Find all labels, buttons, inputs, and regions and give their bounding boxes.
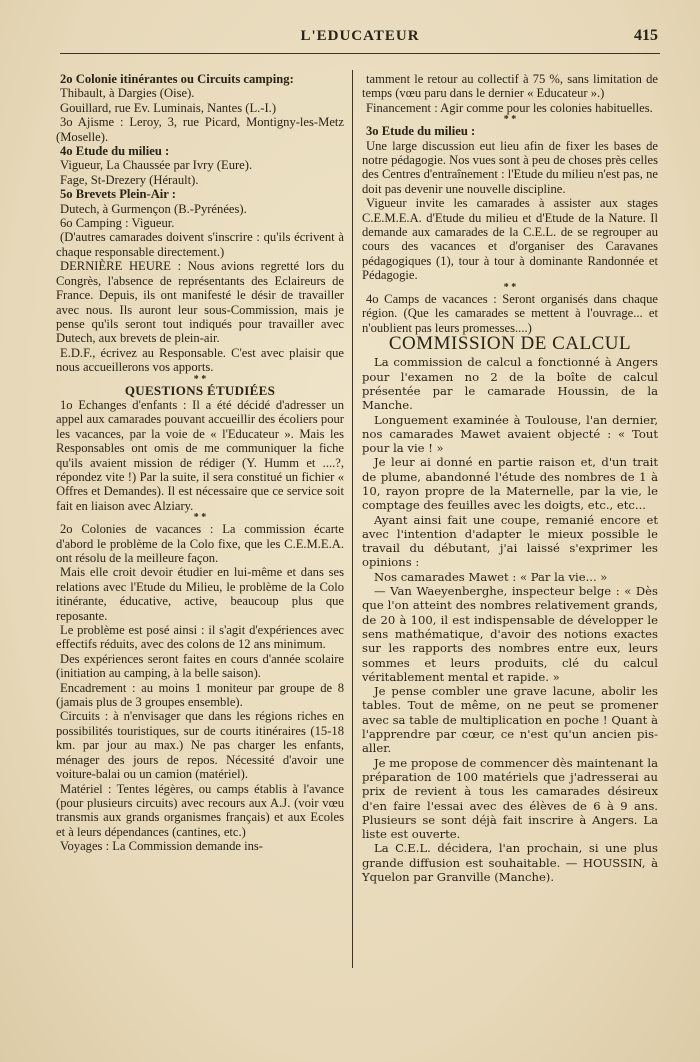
paragraph: La commission de calcul a fonctionné à Angers pour l'examen no 2 de la boîte de calcul présentée par le camarade Houssin, de la Manche. xyxy=(362,355,658,413)
paragraph: Encadrement : au moins 1 moniteur par groupe de 8 (jamais plus de 3 groupes ensemble). xyxy=(56,680,344,710)
paragraph: Voyages : La Commission demande ins- xyxy=(60,839,263,854)
paragraph: Vigueur invite les camarades à assister aux stages C.E.M.E.A. d'Etude du milieu et d'Etude de la Nature. Il demande aux camarades de la C.E.L. de se regrouper au cours des vacances et d'organiser des Caravanes pédagogiques (1), tour à tour à dominante Randonnée et Pédagogie. xyxy=(362,196,658,283)
subheading: 2o Colonie itinérantes ou Circuits camping: xyxy=(60,72,294,86)
header-rule xyxy=(60,53,660,54)
paragraph: Matériel : Tentes légères, ou camps établis à l'avance (pour plusieurs circuits) avec recours aux A.J. (voir vœu transmis aux grands organismes français) et aux Ecoles et à leurs dépendances (cantines, etc.) xyxy=(56,781,344,839)
paragraph: 6o Camping : Vigueur. xyxy=(60,216,175,231)
paragraph: La C.E.L. décidera, l'an prochain, si une plus grande diffusion est souhaitable. — HOUSSIN, à Yquelon par Granville (Manche). xyxy=(362,841,658,884)
paragraph: Thibault, à Dargies (Oise). xyxy=(60,86,195,101)
article-title: COMMISSION DE CALCUL xyxy=(388,332,632,354)
section-separator: * * xyxy=(193,512,207,524)
paragraph: Financement : Agir comme pour les colonies habituelles. xyxy=(366,100,653,115)
paragraph: DERNIÈRE HEURE : Nous avions regretté lors du Congrès, l'absence de représentants des Eclaireurs de France. Depuis, ils ont manifesté le désir de travailler avec nous. Ils auront leur sous-Commission, mais je pense qu'ils seront tout indiqués pour travailler avec Dutech, aux brevets de plein-air. xyxy=(56,259,344,346)
paragraph: (D'autres camarades doivent s'inscrire : qu'ils écrivent à chaque responsable directement.) xyxy=(56,230,344,259)
paragraph: Fage, St-Drezery (Hérault). xyxy=(60,172,199,187)
paragraph: Je me propose de commencer dès maintenant la préparation de 100 matériels que j'adresserai au prix de revient à tous les camarades désireux d'en faire l'essai avec des élèves de 6 à 9 ans. Plusieurs se sont déjà fait inscrire à Angers. La liste est ouverte. xyxy=(362,755,658,842)
paragraph: Ayant ainsi fait une coupe, remanié encore et avec l'intention d'adapter le mieux possible le travail du débutant, j'ai laissé s'exprimer les opinions : xyxy=(362,512,658,570)
paragraph: tamment le retour au collectif à 75 %, sans limitation de temps (vœu paru dans le dernier « Educateur ».) xyxy=(362,72,658,101)
section-separator: * * xyxy=(503,281,517,293)
subheading: 5o Brevets Plein-Air : xyxy=(60,187,177,202)
paragraph: Le problème est posé ainsi : il s'agit d'expériences avec effectifs réduits, avec des colons de 12 ans minimum. xyxy=(56,623,344,652)
paragraph: 2o Colonies de vacances : La commission écarte d'abord le problème de la Colo fixe, que les C.E.M.E.A. ont résolu de la meilleure façon. xyxy=(56,522,344,565)
paragraph: Gouillard, rue Ev. Luminais, Nantes (L.-I.) xyxy=(60,100,277,115)
column-divider xyxy=(352,70,353,968)
subheading: 4o Etude du milieu : xyxy=(60,144,170,159)
paragraph: 3o Ajisme : Leroy, 3, rue Picard, Montigny-les-Metz (Moselle). xyxy=(56,115,344,144)
paragraph: — Van Waeyenberghe, inspecteur belge : « Dès que l'on atteint des nombres relativement grands, de 20 à 100, il est indispensable de développer le sens mathématique, d'avoir des notions exactes sur les rapports des nombres entre eux, leurs sommes et leurs produits, clé du calcul véritablement mental et rapide. » xyxy=(362,584,658,684)
paragraph: Des expériences seront faites en cours d'année scolaire (initiation au camping, à la belle saison). xyxy=(56,651,344,681)
paragraph: Circuits : à n'envisager que dans les régions riches en possibilités touristiques, sur de courts itinéraires (15-18 km. par jour au max.) Ne pas charger les enfants, ménager des jours de repos. Nécessité d'avoir une voiture-balai ou un camion (matériel). xyxy=(56,709,344,782)
paragraph: 4o Camps de vacances : Seront organisés dans chaque région. (Que les camarades se mettent à l'ouvrage... et n'oublient pas leurs promesses....) xyxy=(362,291,658,335)
paragraph: Je leur ai donné en partie raison et, d'un trait de plume, abandonné l'étude des nombres de 1 à 10, rayon propre de la Maternelle, par la vie, le comptage des feuilles avec les doigts, etc., etc... xyxy=(362,455,658,513)
paragraph: Dutech, à Gurmençon (B.-Pyrénées). xyxy=(60,201,247,216)
section-separator: * * xyxy=(193,373,207,385)
paragraph: Vigueur, La Chaussée par Ivry (Eure). xyxy=(60,158,253,173)
paragraph: Mais elle croit devoir étudier en lui-même et dans ses relations avec l'Etude du Milieu, le problème de la Colo itinérante, éducative, active, beaucoup plus que reposante. xyxy=(56,565,344,623)
section-heading: QUESTIONS ÉTUDIÉES xyxy=(124,382,276,398)
page-header xyxy=(60,28,660,50)
right-column xyxy=(362,72,658,884)
paragraph: E.D.F., écrivez au Responsable. C'est avec plaisir que nous accueillerons vos apports. xyxy=(56,345,344,375)
journal-title: L'EDUCATEUR xyxy=(300,28,420,44)
paragraph: Longuement examinée à Toulouse, l'an dernier, nos camarades Mawet avaient objecté : « Tout pour la vie ! » xyxy=(362,412,658,456)
paragraph: Nos camarades Mawet : « Par la vie... » xyxy=(374,569,608,584)
paragraph: Une large discussion eut lieu afin de fixer les bases de notre pédagogie. Nos vues sont à peu de choses près celles des Centres d'entraînement : l'Etude du milieu n'est pas, ne doit pas devenir une nouvelle discipline. xyxy=(362,138,658,196)
paragraph: 1o Echanges d'enfants : Il a été décidé d'adresser un appel aux camarades pouvant accueillir des écoliers pour les vacances, par la voie de « l'Educateur ». Mais les Responsables ont omis de me communiquer la fiche qu'ils avaient mission de rédiger (Y. Humm et ....?, répondez vite !) Par la suite, il sera constitué un fichier « Offres et Demandes). Il est nécessaire que ce service soit fait en liaison avec Alziary. xyxy=(56,397,344,513)
paragraph: Je pense combler une grave lacune, abolir les tables. Tout de même, on ne peut se promener avec sa table de multiplication en poche ! Quant à l'apprendre par cœur, ce n'est qu'un ancien pis-aller. xyxy=(362,684,658,756)
section-separator: * * xyxy=(503,114,517,126)
subheading: 3o Etude du milieu : xyxy=(366,124,476,139)
left-column xyxy=(56,72,344,854)
page-number: 415 xyxy=(634,27,658,44)
